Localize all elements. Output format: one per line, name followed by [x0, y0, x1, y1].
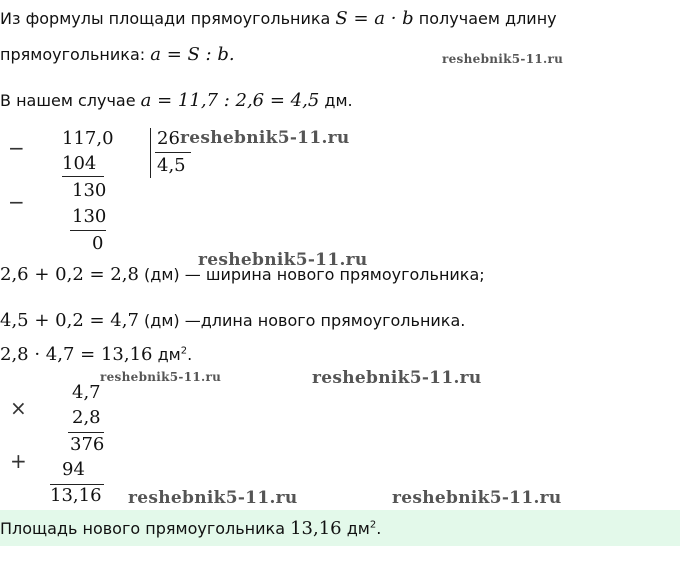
- answer-line: [0, 518, 381, 539]
- length-formula: 4,5 + 0,2 = 4,7: [0, 310, 139, 331]
- length-text: (дм) —длина нового прямоугольника.: [144, 311, 466, 330]
- area-exponent: 2: [180, 345, 188, 357]
- length-line: [0, 310, 465, 331]
- width-text: (дм) — ширина нового прямоугольника;: [144, 265, 485, 284]
- division-sub-1: 104: [62, 153, 97, 174]
- answer-value: 13,16: [290, 518, 342, 539]
- intro-formula: S = a · b: [335, 8, 414, 29]
- area-line: [0, 344, 192, 365]
- case-unit: дм.: [324, 91, 353, 110]
- division-minus-2: −: [8, 190, 25, 214]
- intro-text-before: Из формулы площади прямоугольника: [0, 9, 331, 28]
- division-divisor: 26: [157, 128, 180, 149]
- watermark: reshebnik5-11.ru: [100, 370, 222, 384]
- area-formula: 2,8 · 4,7 = 13,16: [0, 344, 153, 365]
- division-line-2: [70, 230, 106, 231]
- division-remainder-1: 130: [72, 180, 107, 201]
- case-line: [0, 90, 353, 111]
- mult-factor-2: 2,8: [72, 407, 101, 428]
- watermark: reshebnik5-11.ru: [442, 52, 564, 66]
- area-dot: .: [187, 345, 193, 364]
- case-text: В нашем случае: [0, 91, 136, 110]
- watermark: reshebnik5-11.ru: [312, 368, 482, 388]
- watermark: reshebnik5-11.ru: [180, 128, 350, 148]
- mult-line-1: [68, 432, 104, 433]
- intro-line2-text: прямоугольника:: [0, 45, 146, 64]
- division-line-1: [62, 176, 104, 177]
- division-quotient-line: [155, 152, 191, 153]
- width-line: [0, 264, 485, 285]
- division-minus-1: −: [8, 136, 25, 160]
- mult-plus-sign: +: [10, 449, 27, 473]
- division-sub-2: 130: [72, 206, 107, 227]
- watermark: reshebnik5-11.ru: [128, 488, 298, 508]
- intro-line2-formula: a = S : b.: [150, 44, 235, 65]
- division-dividend: 117,0: [62, 128, 114, 149]
- intro-line-2: [0, 44, 235, 65]
- intro-text-after: получаем длину: [418, 9, 557, 28]
- watermark: reshebnik5-11.ru: [198, 250, 368, 270]
- answer-text: Площадь нового прямоугольника: [0, 519, 285, 538]
- width-formula: 2,6 + 0,2 = 2,8: [0, 264, 139, 285]
- mult-factor-1: 4,7: [72, 382, 101, 403]
- division-bar: [150, 128, 151, 178]
- mult-times-sign: ×: [10, 396, 27, 420]
- area-unit: дм: [157, 345, 181, 364]
- answer-dot: .: [376, 519, 382, 538]
- answer-exponent: 2: [369, 519, 377, 531]
- division-remainder-2: 0: [92, 233, 104, 254]
- case-formula: a = 11,7 : 2,6 = 4,5: [140, 90, 320, 111]
- answer-unit: дм: [346, 519, 370, 538]
- intro-line-1: [0, 8, 557, 29]
- mult-partial-2: 94: [62, 459, 85, 480]
- watermark: reshebnik5-11.ru: [392, 488, 562, 508]
- mult-partial-1: 376: [70, 434, 105, 455]
- mult-result: 13,16: [50, 485, 102, 506]
- division-quotient: 4,5: [157, 155, 186, 176]
